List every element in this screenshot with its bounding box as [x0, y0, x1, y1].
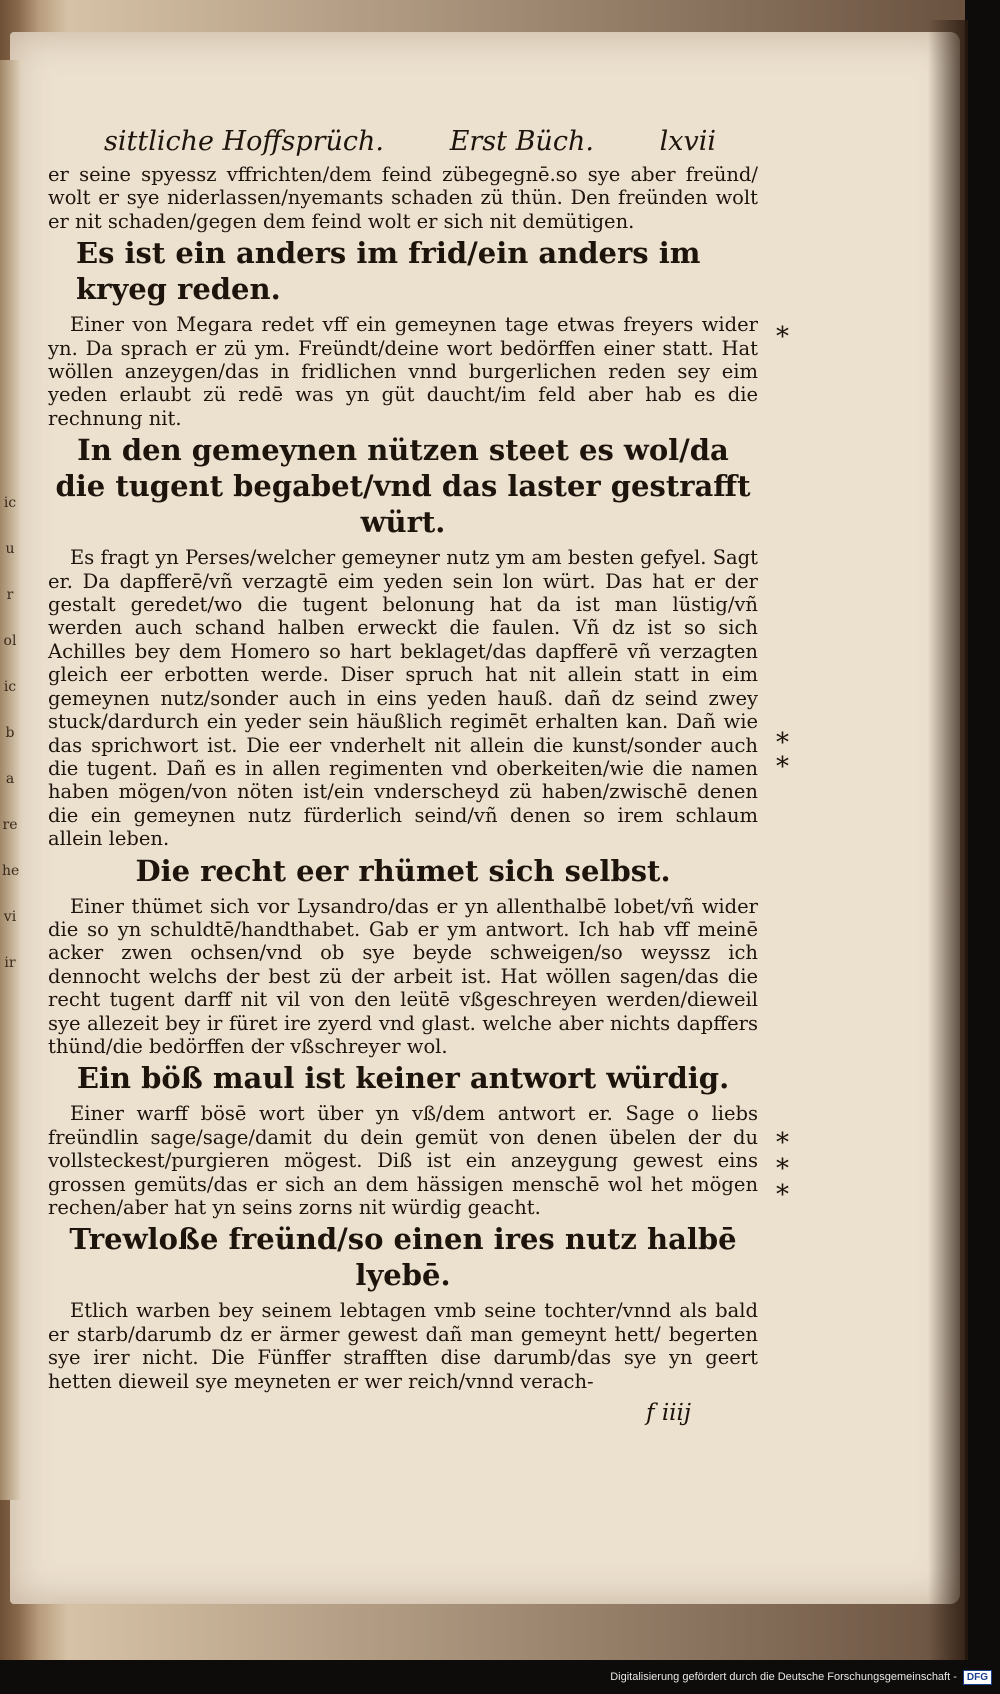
adjacent-page-fragments [2, 480, 18, 986]
text-block [48, 126, 758, 1393]
dfg-logo: DFG [963, 1670, 992, 1685]
fragment: he [2, 863, 20, 879]
paragraph: Einer warff bösē wort über yn vß/dem antwort er. Sage o liebs freündlin sage/sage/damit du dein gemüt von denen übelen der du vollsteckest/purgieren mögest. Diß ist ein anzeygung gewest eins grossen gemüts/das er sich an dem hässigen menschē wol het mögen rechen/aber hat yn seins zorns nit würdig geacht. [48, 1102, 758, 1219]
margin-asterisk: * [776, 1128, 789, 1158]
section-heading: In den gemeynen nützen steet es wol/da die tugent begabet/vnd das laster gestrafft würt. [55, 433, 751, 540]
fragment: ic [3, 495, 17, 511]
paragraph: Einer von Megara redet vff ein gemeynen tage etwas freyers wider yn. Da sprach er zü ym. Freündt/deine wort bedörffen einer statt. Hat wöllen anzeygen/das in fridlichen vnnd burgerlichen reden sey eim yeden erlaubt zü redē was yn güt daucht/im feld aber hab es die rechnung nit. [48, 313, 758, 430]
margin-asterisk: * [776, 1180, 789, 1210]
running-header [48, 126, 758, 163]
margin-asterisk: * [776, 752, 789, 782]
header-left: sittliche Hoffsprüch. [104, 126, 384, 157]
section-heading: Ein böß maul ist keiner antwort würdig. [76, 1061, 730, 1096]
fragment: ol [3, 633, 17, 649]
fragment: ic [3, 679, 17, 695]
paragraph: er seine spyessz vffrichten/dem feind zübegegnē.so sye aber freünd/ wolt er sye niderlassen/nyemants schaden zü thün. Den freünden wolt er nit schaden/gegen dem feind wolt er sich nit demütigen. [48, 163, 758, 233]
footer-bar [0, 1660, 1000, 1694]
margin-asterisk: * [776, 322, 789, 352]
section-heading: Die recht eer rhümet sich selbst. [135, 853, 671, 888]
fragment: a [5, 771, 15, 787]
header-folio: lxvii [659, 126, 716, 157]
section-heading: Trewloße freünd/so einen ires nutz halbē lyebē. [69, 1222, 737, 1293]
signature-mark: f iiij [646, 1400, 692, 1426]
margin-asterisk: * [776, 728, 789, 758]
fragment: ir [4, 955, 16, 971]
paragraph: Einer thümet sich vor Lysandro/das er yn allenthalbē lobet/vñ wider die so yn schuldtē/handthabet. Gab er ym antwort. Ich hab vff meinē acker zwen ochsen/vnd ob sye beyde schweigen/so weyssz ich dennocht welchs der best zü der arbeit ist. Hat wöllen sagen/das die recht tugent darff nit vil von den leütē vßgeschreyen werden/dieweil sye allezeit bey ir füret ire zyerd vnd glast. welche aber nichts dapffers thünd/die bedörffen der vßschreyer wol. [48, 894, 758, 1058]
fragment: r [6, 587, 14, 603]
section-heading: Es ist ein anders im frid/ein anders im kryeg reden. [76, 236, 701, 307]
fragment: b [5, 725, 15, 741]
header-center: Erst Büch. [449, 126, 594, 157]
paragraph: Es fragt yn Perses/welcher gemeyner nutz ym am besten gefyel. Sagt er. Da dapfferē/vñ verzagtē eim yeden sein lon würt. Das hat er der gestalt geredet/wo die tugent belonung hat da ist man lüstig/vñ werden auch schand halben erweckt die faulen. Vñ dz ist so sich Achilles bey dem Homero so hart beklaget/das dapfferē vñ verzagten gleich eer erbotten werde. Diser spruch hat nit allein statt in eim gemeynen nutz/sonder auch in eins yeden hauß. dañ dz seind zwey stuck/dardurch ein yeder sein häußlich regimēt erhalten kan. Dañ wie das sprichwort ist. Die eer vnderhelt nit allein die kunst/sonder auch die tugent. Dañ es in allen regimenten vnd oberkeiten/wie die namen haben mögen/von nöten ist/ein vnderscheyd zü haben/zwischē denen die ein gemeynen nutz fürderlich seind/vñ denen so irem schlaum allein leben. [48, 546, 758, 851]
fragment: re [2, 817, 18, 833]
spine-shadow [928, 20, 968, 1660]
paragraph: Etlich warben bey seinem lebtagen vmb seine tochter/vnnd als bald er starb/darumb dz er ärmer gewest dañ man gemeynt hett/ begerten sye irer nicht. Die Fünffer strafften dise darumb/das sye yn geert hetten dieweil sye meyneten er wer reich/vnnd verach- [48, 1299, 758, 1393]
fragment: u [5, 541, 15, 557]
footer-credit: Digitalisierung gefördert durch die Deutsche Forschungsgemeinschaft - [610, 1671, 957, 1683]
margin-asterisk: * [776, 1154, 789, 1184]
fragment: vi [3, 909, 17, 925]
